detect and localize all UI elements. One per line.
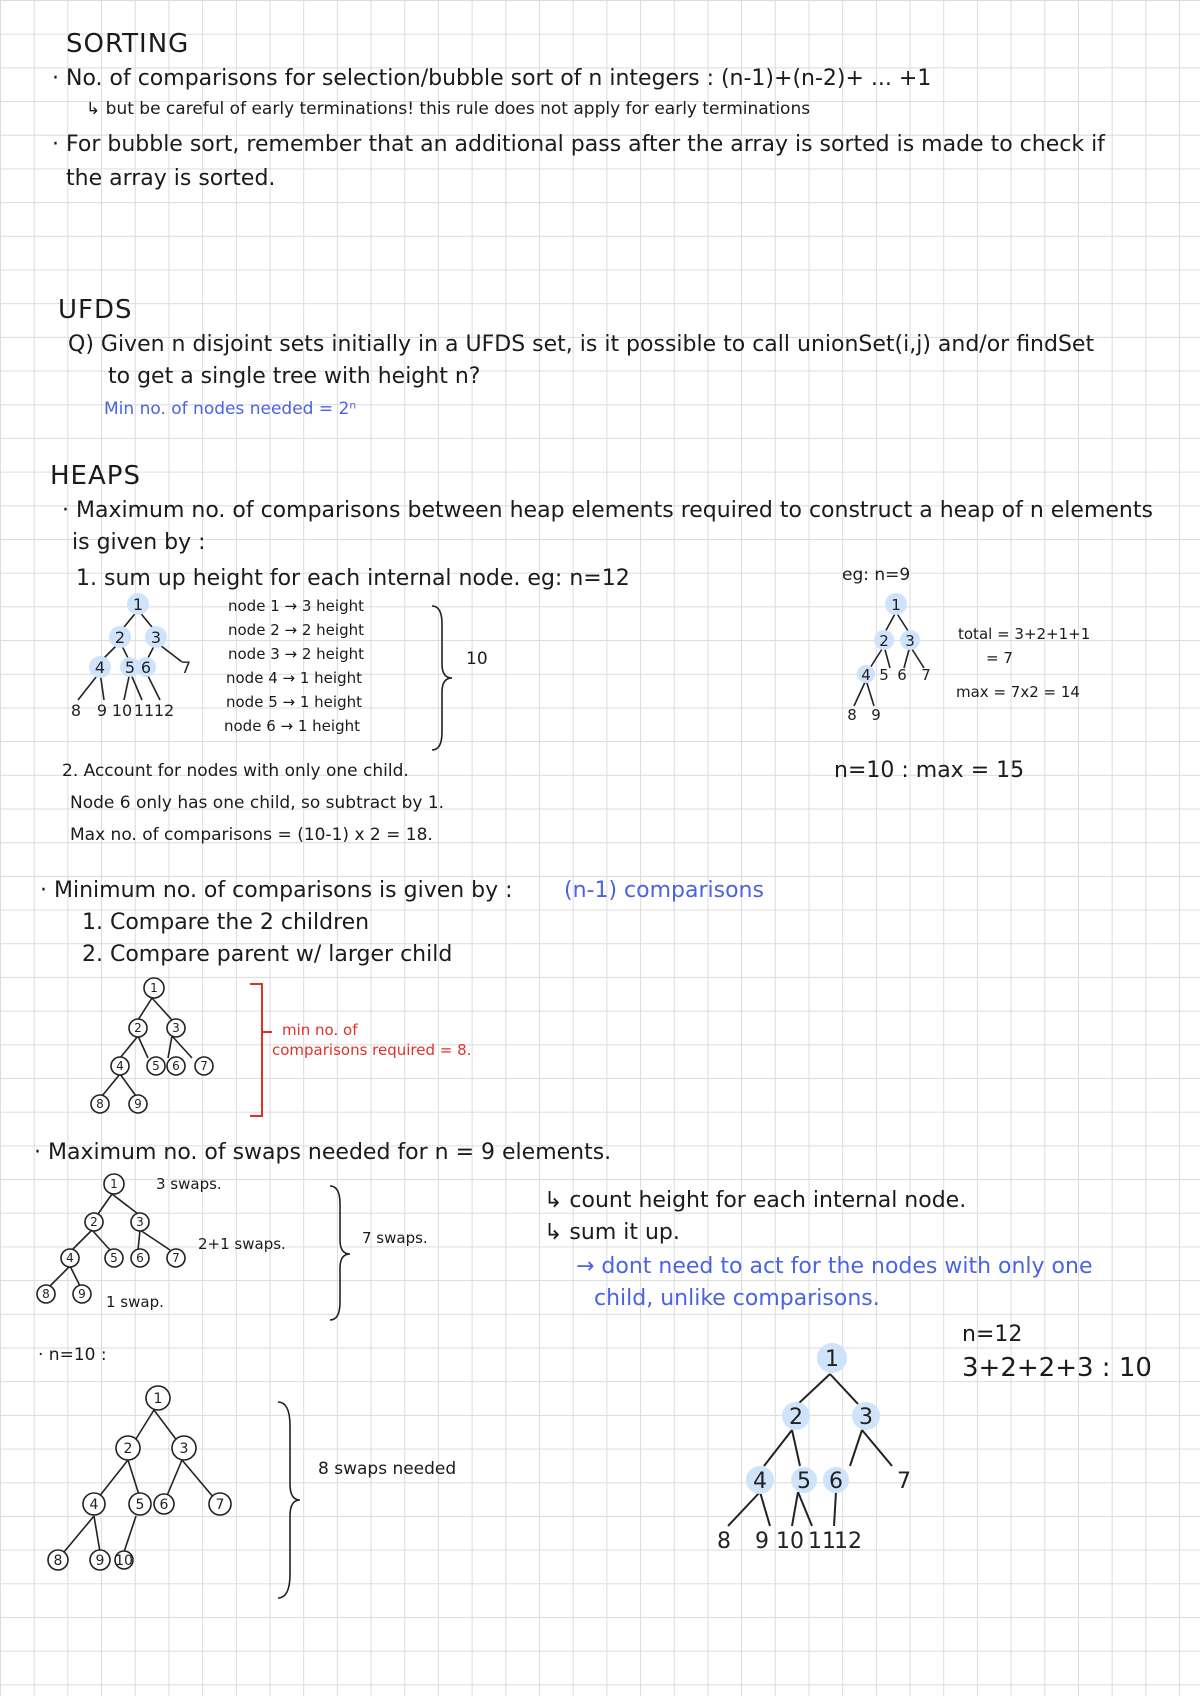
height-node-3: node 3 → 2 height (228, 645, 364, 663)
count-4: child, unlike comparisons. (594, 1286, 880, 1311)
tbig-node-9: 9 (755, 1529, 769, 1554)
heights-total: 10 (466, 649, 488, 669)
tswap-node-6: 6 (136, 1251, 144, 1265)
eg9-label: eg: n=9 (842, 565, 911, 585)
t10-node-8: 8 (53, 1553, 63, 1569)
tmin-node-1: 1 (150, 981, 158, 995)
tmin-node-9: 9 (134, 1097, 142, 1111)
t12-node-8: 8 (70, 701, 82, 720)
ufds-answer: Min no. of nodes needed = 2ⁿ (104, 399, 357, 419)
eg9-total-1: total = 3+2+1+1 (958, 625, 1091, 643)
sorting-line-2: ↳ but be careful of early terminations! this rule does not apply for early terminations (86, 99, 811, 119)
heaps-min-step-1: 1. Compare the 2 children (82, 910, 370, 935)
heaps-max-intro-2: is given by : (72, 530, 206, 555)
n10-swaps: 8 swaps needed (318, 1459, 457, 1479)
tswap-node-1: 1 (110, 1177, 118, 1191)
heaps-swaps-line: · Maximum no. of swaps needed for n = 9 elements. (34, 1140, 612, 1165)
tswap-node-4: 4 (66, 1251, 74, 1265)
t10-node-7: 7 (215, 1497, 225, 1513)
t9-node-2: 2 (879, 632, 889, 650)
tbig-node-12: 12 (834, 1529, 862, 1554)
t9-node-8: 8 (847, 706, 857, 724)
ufds-question-1: Q) Given n disjoint sets initially in a UFDS set, is it possible to call unionSet(i,j) and/or findSet (68, 332, 1095, 357)
heaps-min-line: · Minimum no. of comparisons is given by : (40, 878, 513, 903)
swap-note-b: 2+1 swaps. (198, 1235, 286, 1253)
t12-node-3: 3 (150, 628, 162, 647)
heaps-step-2: 2. Account for nodes with only one child. (62, 761, 409, 781)
heaps-title: HEAPS (50, 461, 141, 491)
heights-brace (428, 604, 458, 752)
t12-node-6: 6 (140, 658, 152, 677)
sorting-line-1: · No. of comparisons for selection/bubble sort of n integers : (n-1)+(n-2)+ ... +1 (52, 66, 932, 91)
tswap-node-3: 3 (136, 1215, 144, 1229)
tswap-node-8: 8 (42, 1287, 50, 1301)
n10-brace (274, 1400, 304, 1600)
tmin-node-8: 8 (96, 1097, 104, 1111)
height-node-1: node 1 → 3 height (228, 597, 364, 615)
n10-max: n=10 : max = 15 (834, 758, 1025, 783)
t9-node-9: 9 (871, 706, 881, 724)
t10-node-4: 4 (89, 1497, 99, 1513)
height-node-2: node 2 → 2 height (228, 621, 364, 639)
heaps-min-formula: (n-1) comparisons (564, 878, 764, 903)
tbig-node-8: 8 (717, 1529, 731, 1554)
t9-node-5: 5 (879, 666, 889, 684)
t10-node-6: 6 (159, 1497, 169, 1513)
count-3: → dont need to act for the nodes with only one (576, 1254, 1093, 1279)
heaps-step-2c: Max no. of comparisons = (10-1) x 2 = 18. (70, 825, 433, 845)
tbig-node-4: 4 (753, 1469, 767, 1494)
t12-node-5: 5 (124, 658, 136, 677)
tbig-node-7: 7 (897, 1469, 911, 1494)
t9-node-1: 1 (891, 596, 901, 614)
t10-node-3: 3 (179, 1441, 189, 1457)
sorting-title: SORTING (66, 29, 190, 59)
count-1: ↳ count height for each internal node. (544, 1188, 967, 1213)
t12-node-1: 1 (132, 595, 144, 614)
t12-node-12: 12 (153, 701, 175, 720)
tmin-node-7: 7 (200, 1059, 208, 1073)
tbig-node-5: 5 (797, 1469, 811, 1494)
tmin-node-4: 4 (116, 1059, 124, 1073)
heaps-step-1: 1. sum up height for each internal node. eg: n=12 (76, 566, 630, 591)
tree-n12-small (60, 592, 210, 722)
tree-min-comparisons (84, 974, 234, 1124)
min-note-1: min no. of (282, 1021, 358, 1039)
eg9-total-2: = 7 (986, 649, 1013, 667)
tswap-node-7: 7 (172, 1251, 180, 1265)
t10-node-1: 1 (153, 1391, 163, 1407)
t12-node-2: 2 (114, 628, 126, 647)
sorting-line-4: the array is sorted. (66, 166, 276, 191)
sorting-line-3: · For bubble sort, remember that an additional pass after the array is sorted is made to check if (52, 132, 1105, 157)
tbig-node-11: 11 (808, 1529, 836, 1554)
tmin-node-3: 3 (172, 1021, 180, 1035)
t9-node-6: 6 (897, 666, 907, 684)
tmin-node-5: 5 (152, 1059, 160, 1073)
heaps-step-2b: Node 6 only has one child, so subtract by 1. (70, 793, 445, 813)
t10-node-9: 9 (95, 1553, 105, 1569)
t12-node-11: 11 (133, 701, 155, 720)
tbig-node-3: 3 (859, 1405, 873, 1430)
heaps-min-step-2: 2. Compare parent w/ larger child (82, 942, 453, 967)
tmin-node-6: 6 (172, 1059, 180, 1073)
swap-note-c: 1 swap. (106, 1293, 164, 1311)
height-node-4: node 4 → 1 height (226, 669, 362, 687)
tree-n10 (36, 1380, 266, 1600)
swap-note-a: 3 swaps. (156, 1175, 222, 1193)
height-node-5: node 5 → 1 height (226, 693, 362, 711)
min-note-2: comparisons required = 8. (272, 1041, 472, 1059)
t10-node-5: 5 (135, 1497, 145, 1513)
swaps-brace (326, 1184, 356, 1324)
tree-n12-big (680, 1340, 930, 1570)
tree-n9-eg (840, 590, 950, 740)
count-2: ↳ sum it up. (544, 1220, 680, 1245)
t12-node-4: 4 (94, 658, 106, 677)
n12-label: n=12 (962, 1322, 1023, 1347)
t12-node-7: 7 (180, 658, 192, 677)
t12-node-9: 9 (96, 701, 108, 720)
tswap-node-9: 9 (78, 1287, 86, 1301)
tswap-node-5: 5 (110, 1251, 118, 1265)
tmin-node-2: 2 (134, 1021, 142, 1035)
tbig-node-6: 6 (829, 1469, 843, 1494)
tbig-node-10: 10 (776, 1529, 804, 1554)
t9-node-3: 3 (905, 632, 915, 650)
tbig-node-2: 2 (789, 1405, 803, 1430)
eg9-max: max = 7x2 = 14 (956, 683, 1080, 701)
ufds-title: UFDS (58, 295, 133, 325)
heaps-max-intro-1: · Maximum no. of comparisons between heap elements required to construct a heap of n elements (62, 498, 1153, 523)
tswap-node-2: 2 (90, 1215, 98, 1229)
t9-node-4: 4 (861, 666, 871, 684)
height-node-6: node 6 → 1 height (224, 717, 360, 735)
tbig-node-1: 1 (825, 1347, 839, 1372)
n10-label: · n=10 : (38, 1345, 107, 1365)
t9-node-7: 7 (921, 666, 931, 684)
n12-sum: 3+2+2+3 : 10 (962, 1353, 1152, 1383)
swap-total: 7 swaps. (362, 1229, 428, 1247)
ufds-question-2: to get a single tree with height n? (108, 364, 481, 389)
t10-node-2: 2 (123, 1441, 133, 1457)
t12-node-10: 10 (111, 701, 133, 720)
t10-node-10: 10 (115, 1553, 133, 1569)
